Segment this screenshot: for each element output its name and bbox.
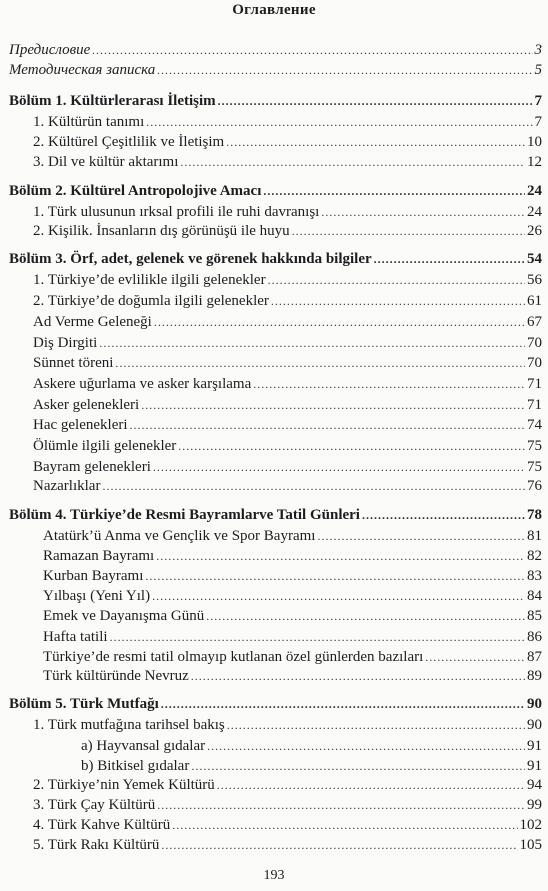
dot-leader <box>292 221 525 241</box>
toc-entry <box>33 476 542 496</box>
toc-entry-page: 24 <box>527 204 542 220</box>
dot-leader <box>207 736 525 756</box>
toc-entry-title: 1. Türk mutfağına tarihsel bakış <box>33 717 225 733</box>
toc-entry-page: 105 <box>519 837 542 853</box>
toc-entry <box>43 647 542 667</box>
toc-entry <box>33 333 542 353</box>
page-title: Оглавление <box>232 2 316 18</box>
toc-entry-page: 99 <box>527 797 542 813</box>
dot-leader <box>99 333 525 353</box>
toc-entry <box>33 374 542 394</box>
toc-entry-title: Sünnet töreni <box>33 355 114 371</box>
toc-entry-title: Atatürk’ü Anma ve Gençlik ve Spor Bayramı <box>43 528 316 544</box>
toc-entry <box>9 505 542 525</box>
toc-entry-title: 2. Türkiye’nin Yemek Kültürü <box>33 777 215 793</box>
toc-entry-page: 7 <box>534 114 542 130</box>
toc-entry-title: Türk kültüründe Nevruz <box>43 668 189 684</box>
dot-leader <box>153 457 525 477</box>
toc-entry-page: 7 <box>534 93 542 109</box>
dot-leader <box>141 395 525 415</box>
dot-leader <box>268 270 525 290</box>
dot-leader <box>161 694 525 714</box>
toc-entry-title: Ad Verme Geleneği <box>33 314 152 330</box>
toc-entry-page: 75 <box>527 459 542 475</box>
toc-entry-title: Askere uğurlama ve asker karşılama <box>33 376 252 392</box>
dot-leader <box>253 374 525 394</box>
dot-leader <box>425 647 525 667</box>
toc-entry-page: 78 <box>527 507 542 523</box>
toc-entry <box>33 291 542 311</box>
dot-leader <box>92 40 532 60</box>
toc-entry-title: Bölüm 5. Türk Mutfağı <box>9 696 159 712</box>
toc-entry <box>33 415 542 435</box>
dot-leader <box>317 526 525 546</box>
toc-entry <box>33 395 542 415</box>
toc-entry <box>9 694 542 714</box>
toc-entry-page: 54 <box>527 251 542 267</box>
dot-leader <box>161 835 517 855</box>
toc-entry-title: Bölüm 3. Örf, adet, gelenek ve görenek hakkında bilgiler <box>9 251 372 267</box>
dot-leader <box>110 627 525 647</box>
toc-entry-page: 10 <box>527 134 542 150</box>
dot-leader <box>115 353 525 373</box>
dot-leader <box>227 715 525 735</box>
toc-entry-title: Bölüm 2. Kültürel Antropolojive Amacı <box>9 183 262 199</box>
dot-leader <box>217 775 525 795</box>
toc-entry-title: 2. Kişilik. İnsanların dış görünüşü ile huyu <box>33 223 290 239</box>
dot-leader <box>157 60 532 80</box>
toc-entry-page: 12 <box>527 154 542 170</box>
dot-leader <box>191 666 525 686</box>
toc-entry <box>33 132 542 152</box>
toc-entry-title: 3. Dil ve kültür aktarımı <box>33 154 179 170</box>
toc-entry-title: 3. Türk Çay Kültürü <box>33 797 156 813</box>
toc-entry-page: 71 <box>527 397 542 413</box>
toc-entry <box>43 627 542 647</box>
toc-entry-title: 1. Türkiye’de evlilikle ilgili gelenekler <box>33 272 266 288</box>
dot-leader <box>172 815 517 835</box>
toc-entry-title: Ölümle ilgili gelenekler <box>33 438 177 454</box>
dot-leader <box>362 505 525 525</box>
toc-entry-page: 85 <box>527 608 542 624</box>
toc-entry-title: Bayram gelenekleri <box>33 459 151 475</box>
toc-entry <box>81 736 542 756</box>
toc-entry-title: Bölüm 4. Türkiye’de Resmi Bayramlarve Tatil Günleri <box>9 507 360 523</box>
toc-entry <box>81 756 542 776</box>
toc-entry <box>9 60 542 80</box>
toc-entry-page: 75 <box>527 438 542 454</box>
dot-leader <box>271 291 525 311</box>
toc-entry <box>43 526 542 546</box>
toc-entry-page: 24 <box>527 183 542 199</box>
toc-entry <box>33 112 542 132</box>
dot-leader <box>218 91 533 111</box>
toc-entry-title: 4. Türk Kahve Kültürü <box>33 817 171 833</box>
toc-entry <box>33 221 542 241</box>
toc-entry <box>33 312 542 332</box>
toc-entry-page: 70 <box>527 335 542 351</box>
toc-entry <box>9 181 542 201</box>
toc-entry <box>33 457 542 477</box>
toc-entry-title: Hafta tatili <box>43 629 108 645</box>
dot-leader <box>206 606 525 626</box>
dot-leader <box>145 566 525 586</box>
toc-entry-page: 26 <box>527 223 542 239</box>
toc-entry-title: a) Hayvansal gıdalar <box>81 738 206 754</box>
toc-entry-title: Asker gelenekleri <box>33 397 140 413</box>
toc-entry-title: Предисловие <box>9 42 91 58</box>
dot-leader <box>191 756 525 776</box>
dot-leader <box>178 436 525 456</box>
toc-entry <box>43 546 542 566</box>
toc-entry-title: Türkiye’de resmi tatil olmayıp kutlanan özel günlerden bazıları <box>43 649 424 665</box>
toc-entry <box>33 353 542 373</box>
toc-entry-page: 94 <box>527 777 542 793</box>
toc-entry-page: 90 <box>527 696 542 712</box>
toc-entry <box>33 815 542 835</box>
dot-leader <box>130 415 525 435</box>
toc-entry-page: 5 <box>534 62 542 78</box>
toc-entry <box>33 795 542 815</box>
toc-entry <box>33 775 542 795</box>
toc-entry-page: 82 <box>527 548 542 564</box>
toc-entry-page: 61 <box>527 293 542 309</box>
dot-leader <box>152 586 525 606</box>
toc-entry-page: 102 <box>519 817 542 833</box>
dot-leader <box>263 181 525 201</box>
toc-entry-title: Yılbaşı (Yeni Yıl) <box>43 588 151 604</box>
toc-entry <box>43 606 542 626</box>
dot-leader <box>321 202 525 222</box>
toc-entry-title: 2. Türkiye’de doğumla ilgili gelenekler <box>33 293 269 309</box>
dot-leader <box>180 152 525 172</box>
toc-entry <box>43 666 542 686</box>
toc-entry <box>33 715 542 735</box>
toc-entry <box>9 40 542 60</box>
toc-entry <box>43 586 542 606</box>
toc-entry <box>9 249 542 269</box>
toc-entry-page: 86 <box>527 629 542 645</box>
toc-entry-page: 91 <box>527 738 542 754</box>
toc-entry <box>33 152 542 172</box>
toc-entry-page: 84 <box>527 588 542 604</box>
toc-entry-page: 67 <box>527 314 542 330</box>
toc-entry-title: 2. Kültürel Çeşitlilik ve İletişim <box>33 134 225 150</box>
toc-entry-page: 71 <box>527 376 542 392</box>
toc-entry-title: Diş Dirgiti <box>33 335 98 351</box>
dot-leader <box>226 132 525 152</box>
toc-entry-page: 91 <box>527 758 542 774</box>
toc-entry-title: 5. Türk Rakı Kültürü <box>33 837 160 853</box>
toc-entry-page: 83 <box>527 568 542 584</box>
toc-entry-page: 3 <box>534 42 542 58</box>
toc-entry-page: 87 <box>527 649 542 665</box>
page-number: 193 <box>263 868 285 883</box>
toc-entry-title: 1. Türk ulusunun ırksal profili ile ruhi davranışı <box>33 204 320 220</box>
toc-entry-title: Bölüm 1. Kültürlerarası İletişim <box>9 93 216 109</box>
toc-entry-page: 90 <box>527 717 542 733</box>
toc-entry-title: Kurban Bayramı <box>43 568 144 584</box>
toc-entry <box>33 436 542 456</box>
toc-entry-title: b) Bitkisel gıdalar <box>81 758 190 774</box>
toc-entry-page: 81 <box>527 528 542 544</box>
toc-entry-title: Nazarlıklar <box>33 478 101 494</box>
dot-leader <box>156 546 525 566</box>
toc-entry-title: Методическая записка <box>9 62 156 78</box>
dot-leader <box>154 312 525 332</box>
dot-leader <box>157 795 525 815</box>
dot-leader <box>102 476 525 496</box>
toc-entry <box>43 566 542 586</box>
toc-entry-page: 89 <box>527 668 542 684</box>
toc-entry <box>9 91 542 111</box>
toc-entry-title: Hac gelenekleri <box>33 417 128 433</box>
dot-leader <box>146 112 532 132</box>
toc-entry <box>33 202 542 222</box>
toc-entry-title: Emek ve Dayanışma Günü <box>43 608 205 624</box>
toc-entry-page: 74 <box>527 417 542 433</box>
toc-entry <box>33 270 542 290</box>
toc-entry-title: Ramazan Bayramı <box>43 548 155 564</box>
toc-entry-page: 76 <box>527 478 542 494</box>
toc-entry <box>33 835 542 855</box>
toc-entry-page: 56 <box>527 272 542 288</box>
toc-entry-page: 70 <box>527 355 542 371</box>
toc-entry-title: 1. Kültürün tanımı <box>33 114 145 130</box>
dot-leader <box>374 249 525 269</box>
